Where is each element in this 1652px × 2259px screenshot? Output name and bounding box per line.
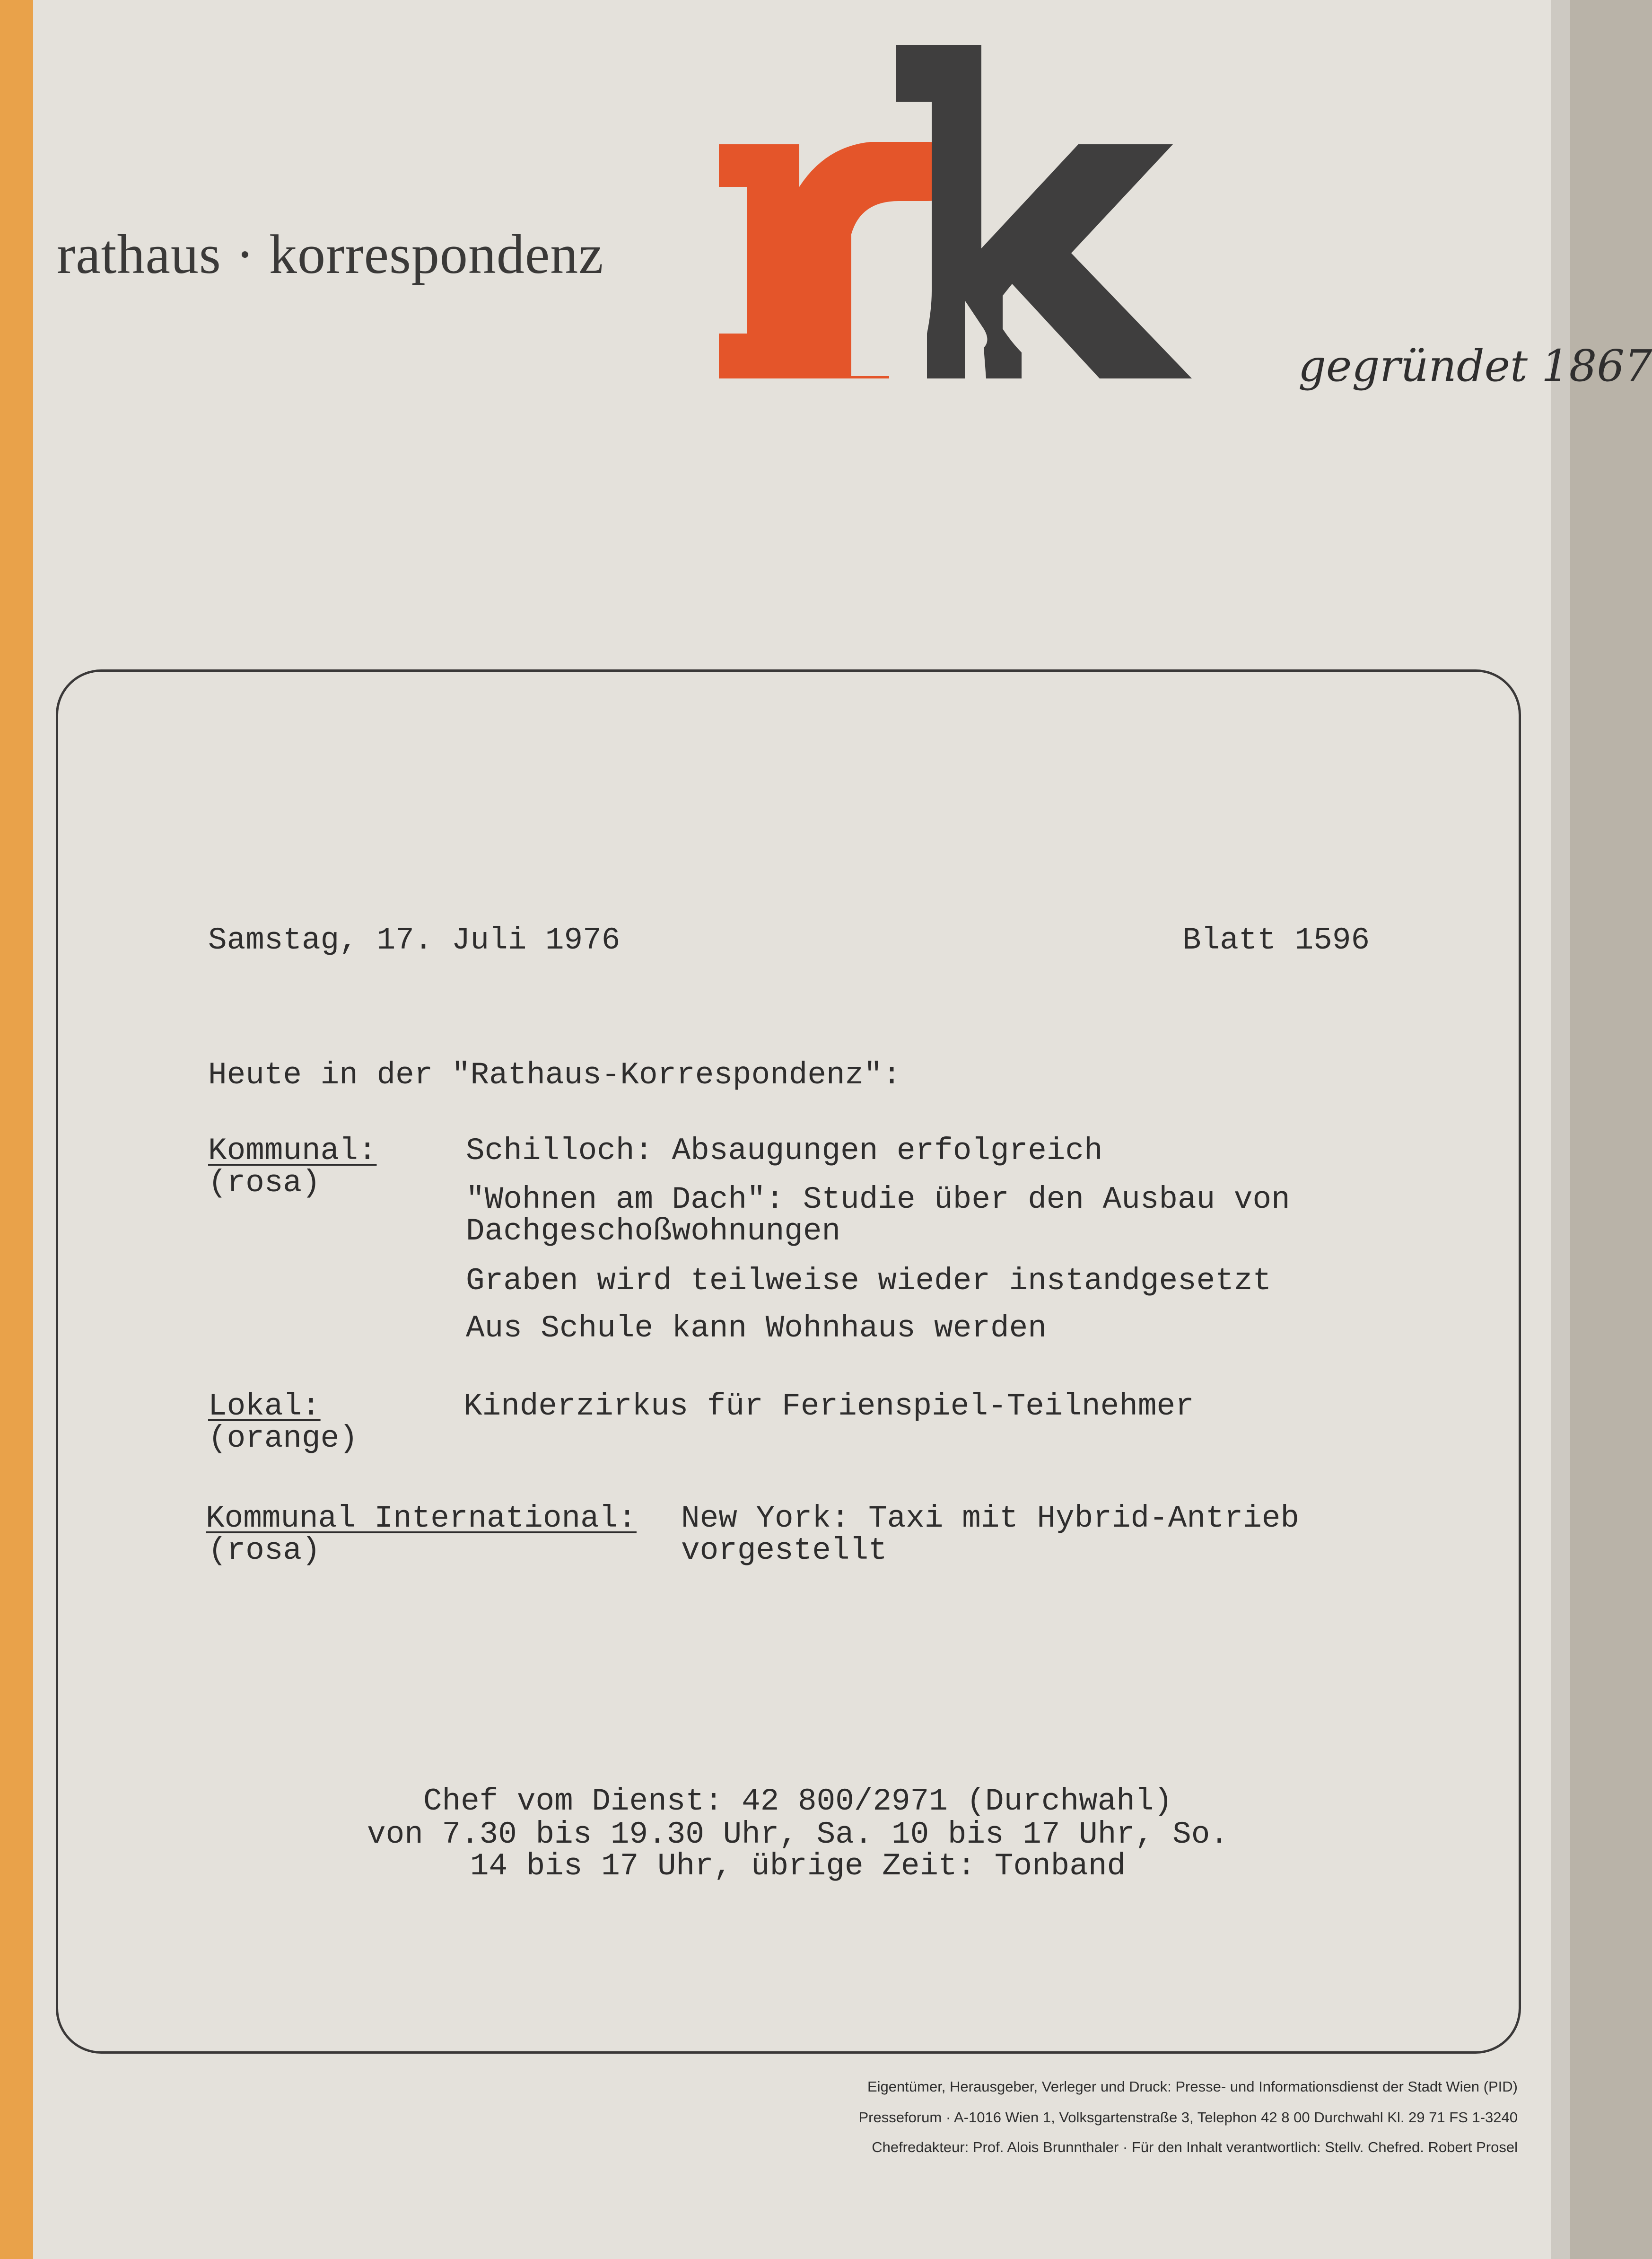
headline-item: Graben wird teilweise wieder instandgesetzt bbox=[466, 1263, 1272, 1299]
headline-item: vorgestellt bbox=[681, 1533, 887, 1568]
sheet-number: Blatt 1596 bbox=[1182, 923, 1370, 958]
contents-heading: Heute in der "Rathaus-Korrespondenz": bbox=[208, 1057, 901, 1093]
contact-line: von 7.30 bis 19.30 Uhr, Sa. 10 bis 17 Uhr, So. bbox=[367, 1817, 1229, 1852]
headline-item: Aus Schule kann Wohnhaus werden bbox=[466, 1310, 1047, 1346]
section-color-kommunal: (rosa) bbox=[208, 1165, 321, 1201]
issue-date: Samstag, 17. Juli 1976 bbox=[208, 923, 621, 958]
section-color-kommunal-international: (rosa) bbox=[208, 1533, 321, 1568]
binding-edge bbox=[0, 0, 33, 2259]
imprint-line: Eigentümer, Herausgeber, Verleger und Druck: Presse- und Informationsdienst der Stadt Wien (PID) bbox=[867, 2078, 1518, 2095]
imprint-line: Presseforum · A-1016 Wien 1, Volksgartenstraße 3, Telephon 42 8 00 Durchwahl Kl. 29 71 FS 1-3240 bbox=[858, 2109, 1518, 2126]
founded-note: gegründet 1867 bbox=[1298, 341, 1652, 391]
contact-line: Chef vom Dienst: 42 800/2971 (Durchwahl) bbox=[423, 1784, 1173, 1819]
section-label-kommunal: Kommunal: bbox=[208, 1133, 377, 1169]
section-label-kommunal-international: Kommunal International: bbox=[206, 1501, 637, 1536]
headline-item: "Wohnen am Dach": Studie über den Ausbau von bbox=[466, 1182, 1290, 1217]
section-color-lokal: (orange) bbox=[208, 1421, 358, 1456]
headline-item: New York: Taxi mit Hybrid-Antrieb bbox=[681, 1501, 1300, 1536]
logo-letter-k bbox=[896, 45, 1192, 378]
page-edge-shadow bbox=[1551, 0, 1570, 2259]
imprint-line: Chefredakteur: Prof. Alois Brunnthaler · Für den Inhalt verantwortlich: Stellv. Chefred. Robert Prosel bbox=[872, 2139, 1518, 2155]
logo-letter-r bbox=[719, 142, 955, 378]
masthead-title: rathaus · korrespondenz bbox=[57, 223, 604, 285]
contact-line: 14 bis 17 Uhr, übrige Zeit: Tonband bbox=[470, 1848, 1126, 1884]
rk-logo bbox=[719, 45, 1286, 386]
headline-item: Dachgeschoßwohnungen bbox=[466, 1213, 841, 1249]
headline-item: Schilloch: Absaugungen erfolgreich bbox=[466, 1133, 1103, 1169]
headline-item: Kinderzirkus für Ferienspiel-Teilnehmer bbox=[463, 1389, 1194, 1424]
section-label-lokal: Lokal: bbox=[208, 1389, 321, 1424]
